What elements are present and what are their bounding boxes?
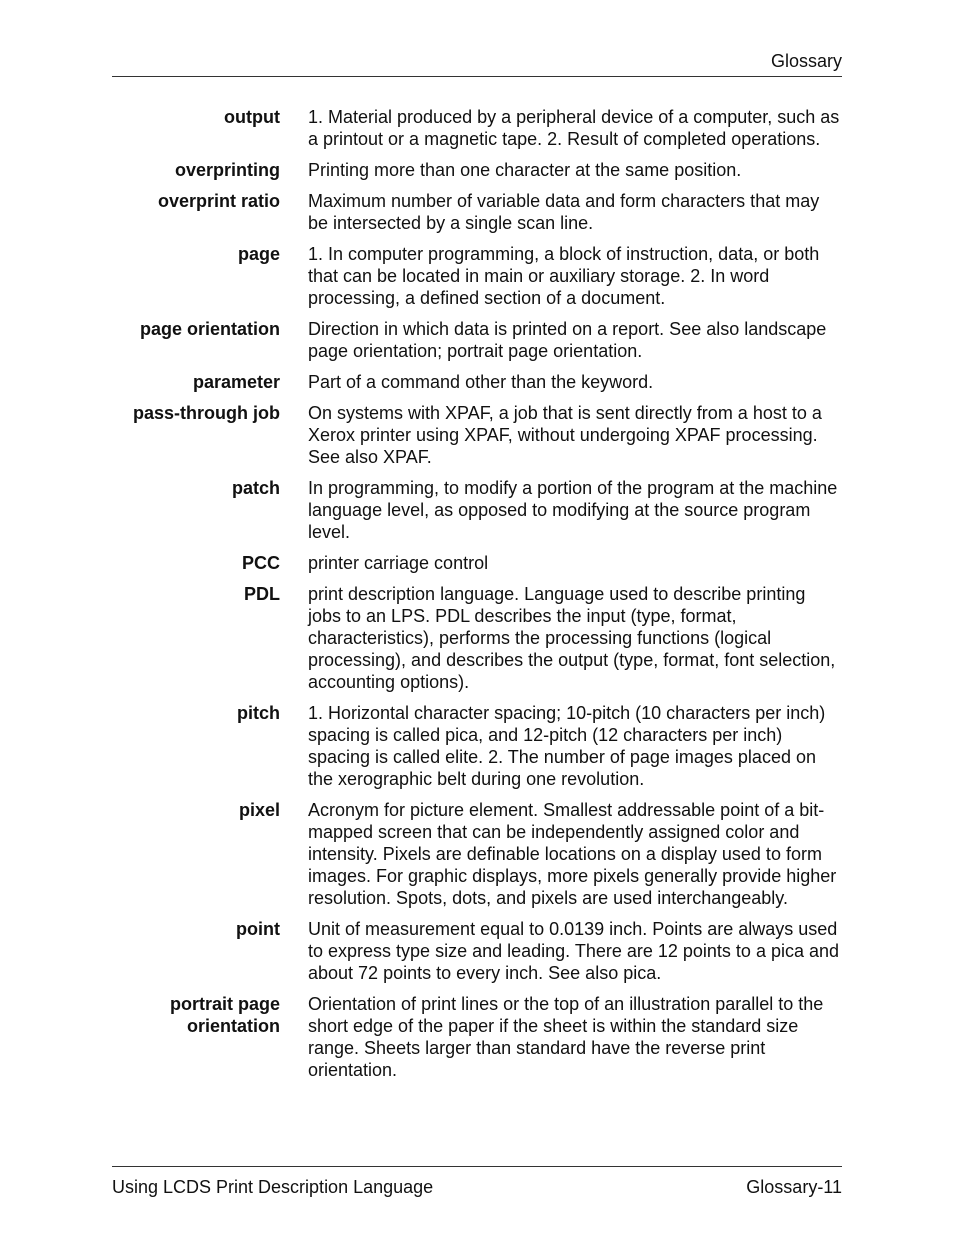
glossary-term: patch [231,478,280,498]
glossary-entry [112,477,842,543]
glossary-definition: Printing more than one character at the same position. [308,160,742,180]
glossary-entry [112,243,842,309]
glossary-term: overprint ratio [157,191,280,211]
glossary-entry [112,190,842,234]
glossary-definition: 1. Material produced by a peripheral device of a computer, such as a printout or a magnetic tape. 2. Result of completed operations. [308,107,840,149]
glossary-entry [112,106,842,150]
glossary-term: page [237,244,280,264]
glossary-entry [112,552,842,574]
glossary-entry [112,159,842,181]
footer-document-title: Using LCDS Print Description Language [112,1177,434,1197]
glossary-term: page orientation [139,319,280,339]
glossary-definition: Part of a command other than the keyword. [308,372,654,392]
glossary-definition: On systems with XPAF, a job that is sent directly from a host to a Xerox printer using XPAF, without undergoing XPAF processing. See also XPAF. [308,403,822,467]
glossary-entry [112,993,842,1081]
glossary-definition: 1. Horizontal character spacing; 10-pitch (10 characters per inch) spacing is called pica, and 12-pitch (12 characters per inch) spacing is called elite. 2. The number of page images placed on the xerographic belt during one revolution. [308,703,826,789]
glossary-term: pass-through job [133,403,280,423]
glossary-definition: printer carriage control [308,553,489,573]
glossary-definition: print description language. Language used to describe printing jobs to an LPS. PDL describes the input (type, format, characteristics), performs the processing functions (logical processing), and describes the output (type, format, font selection, accounting options). [308,584,836,692]
glossary-entry [112,583,842,693]
glossary-definition: Direction in which data is printed on a report. See also landscape page orientation; portrait page orientation. [308,319,827,361]
glossary-term: output [224,107,280,127]
footer-page-number: Glossary-11 [746,1177,842,1197]
glossary-entry [112,318,842,362]
header-title: Glossary [770,51,842,71]
glossary-entry [112,371,842,393]
glossary-entry [112,402,842,468]
glossary-term: pixel [238,800,280,820]
header-divider [112,76,842,77]
glossary-term: PCC [241,553,280,573]
glossary-entry [112,918,842,984]
glossary-term: pitch [237,703,280,723]
glossary-definition: In programming, to modify a portion of the program at the machine language level, as opposed to modifying at the source program level. [308,478,838,542]
glossary-entry [112,702,842,790]
glossary-definition: Maximum number of variable data and form characters that may be intersected by a single scan line. [308,191,820,233]
glossary-term: portrait page orientation [169,994,280,1036]
footer-divider [112,1166,842,1167]
glossary-term: overprinting [174,160,280,180]
glossary-definition: Acronym for picture element. Smallest addressable point of a bit-mapped screen that can be independently assigned color and intensity. Pixels are definable locations on a display used to form images. For graphic displays, more pixels generally provide higher resolution. Spots, dots, and pixels are used interchangeably. [308,800,837,908]
glossary-term: parameter [192,372,280,392]
glossary-entry [112,799,842,909]
glossary-list [112,106,842,1090]
glossary-term: PDL [244,584,280,604]
glossary-definition: Unit of measurement equal to 0.0139 inch. Points are always used to express type size and leading. There are 12 points to a pica and about 72 points to every inch. See also pica. [308,919,840,983]
glossary-term: point [236,919,280,939]
glossary-definition: Orientation of print lines or the top of an illustration parallel to the short edge of the paper if the sheet is within the standard size range. Sheets larger than standard have the reverse print orientation. [308,994,824,1080]
glossary-definition: 1. In computer programming, a block of instruction, data, or both that can be located in main or auxiliary storage. 2. In word processing, a defined section of a document. [308,244,820,308]
